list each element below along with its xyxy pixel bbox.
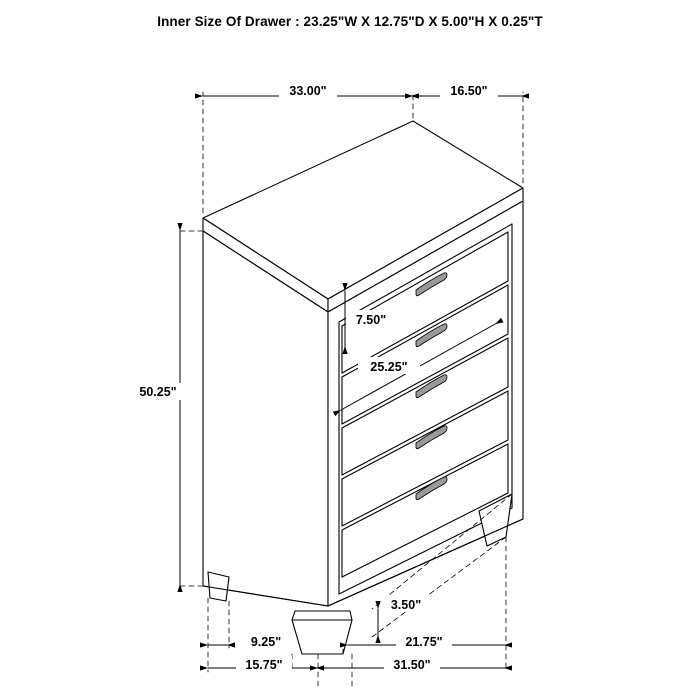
dim-drawer-height-label: 7.50" bbox=[355, 313, 387, 327]
dim-top-depth-label: 16.50" bbox=[450, 84, 488, 98]
chest-foot-back-left bbox=[208, 572, 229, 601]
chest-foot-front-left bbox=[292, 611, 352, 654]
dim-base-front-width-label: 21.75" bbox=[405, 635, 443, 649]
dim-foot-depth-label: 9.25" bbox=[250, 635, 282, 649]
dim-base-height-label: 3.50" bbox=[390, 598, 422, 612]
page-title: Inner Size Of Drawer : 23.25"W X 12.75"D X 5.00"H X 0.25"T bbox=[157, 14, 543, 29]
dim-top-width-label: 33.00" bbox=[289, 84, 327, 98]
dim-total-height-label: 50.25" bbox=[139, 385, 177, 399]
dim-base-depth-label: 15.75" bbox=[245, 658, 283, 672]
dim-total-width-label: 31.50" bbox=[393, 658, 431, 672]
dim-drawer-width-label: 25.25" bbox=[370, 360, 408, 374]
